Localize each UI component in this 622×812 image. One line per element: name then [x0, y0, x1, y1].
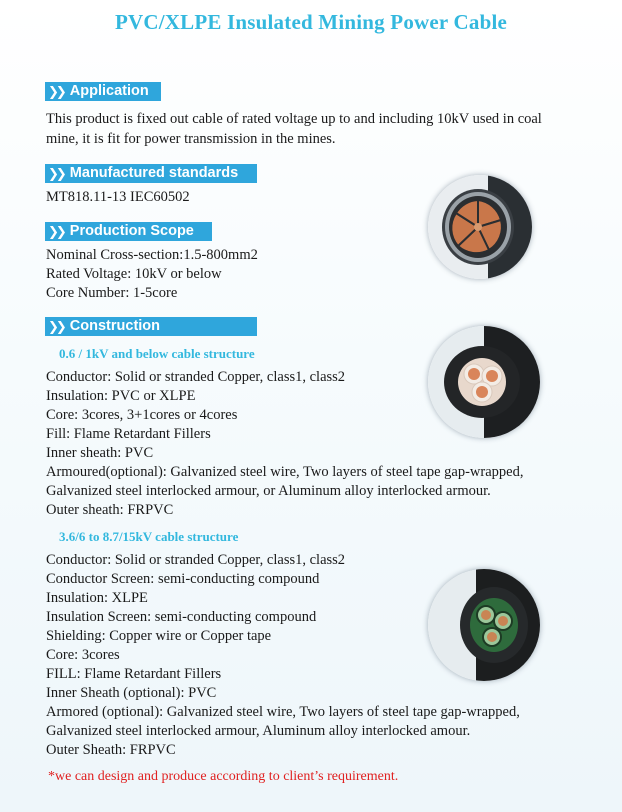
scope-line-2: Rated Voltage: 10kV or below: [46, 266, 222, 282]
section-header-application: [45, 82, 161, 101]
section-header-construction: [45, 317, 257, 336]
lv-line: Insulation: PVC or XLPE: [46, 388, 196, 404]
mv-line: Conductor: Solid or stranded Copper, class1, class2: [46, 552, 346, 568]
application-line-1: This product is fixed out cable of rated voltage up to and including 10kV used in coal: [46, 111, 542, 127]
cable-image-armoured: [428, 175, 532, 279]
mv-line: Armored (optional): Galvanized steel wire, Two layers of steel tape gap-wrapped,: [46, 704, 520, 720]
section-header-label: Production Scope: [69, 223, 194, 239]
section-header-scope: [45, 222, 212, 241]
section-header-label: Application: [69, 83, 149, 99]
double-chevron-right-icon: ❯❯: [48, 84, 64, 99]
cable-image-lv: [428, 326, 540, 438]
cable-image-mv: [428, 569, 540, 681]
mv-line: Galvanized steel interlocked armour, Aluminum alloy interlocked amour.: [46, 723, 471, 739]
lv-line: Conductor: Solid or stranded Copper, class1, class2: [46, 369, 346, 385]
application-line-2: mine, it is fit for power transmission in the mines.: [46, 131, 336, 147]
mv-line: Conductor Screen: semi-conducting compound: [46, 571, 320, 587]
scope-line-3: Core Number: 1-5core: [46, 285, 178, 301]
mv-line: Outer Sheath: FRPVC: [46, 742, 176, 758]
mv-structure-subtitle: 3.6/6 to 8.7/15kV cable structure: [59, 529, 239, 544]
lv-line: Core: 3cores, 3+1cores or 4cores: [46, 407, 238, 423]
mv-line: Insulation Screen: semi-conducting compound: [46, 609, 317, 625]
section-header-standards: [45, 164, 257, 183]
mv-line: Inner Sheath (optional): PVC: [46, 685, 217, 701]
lv-structure-subtitle: 0.6 / 1kV and below cable structure: [59, 346, 255, 361]
section-header-label: Manufactured standards: [69, 165, 239, 181]
double-chevron-right-icon: ❯❯: [48, 166, 64, 181]
lv-line: Armoured(optional): Galvanized steel wire, Two layers of steel tape gap-wrapped,: [46, 464, 524, 480]
lv-line: Outer sheath: FRPVC: [46, 502, 174, 518]
lv-line: Fill: Flame Retardant Fillers: [46, 426, 211, 442]
lv-line: Inner sheath: PVC: [46, 445, 154, 461]
standards-line-1: MT818.11-13 IEC60502: [46, 189, 190, 205]
double-chevron-right-icon: ❯❯: [48, 319, 64, 334]
mv-line: Core: 3cores: [46, 647, 120, 663]
footnote: *we can design and produce according to client’s requirement.: [48, 769, 399, 784]
lv-line: Galvanized steel interlocked armour, or Aluminum alloy interlocked armour.: [46, 483, 491, 499]
mv-line: FILL: Flame Retardant Fillers: [46, 666, 222, 682]
page-title: PVC/XLPE Insulated Mining Power Cable: [114, 10, 508, 34]
mv-line: Shielding: Copper wire or Copper tape: [46, 628, 272, 644]
section-header-label: Construction: [69, 318, 161, 334]
scope-line-1: Nominal Cross-section:1.5-800mm2: [46, 247, 258, 263]
mv-line: Insulation: XLPE: [46, 590, 148, 606]
double-chevron-right-icon: ❯❯: [48, 224, 64, 239]
